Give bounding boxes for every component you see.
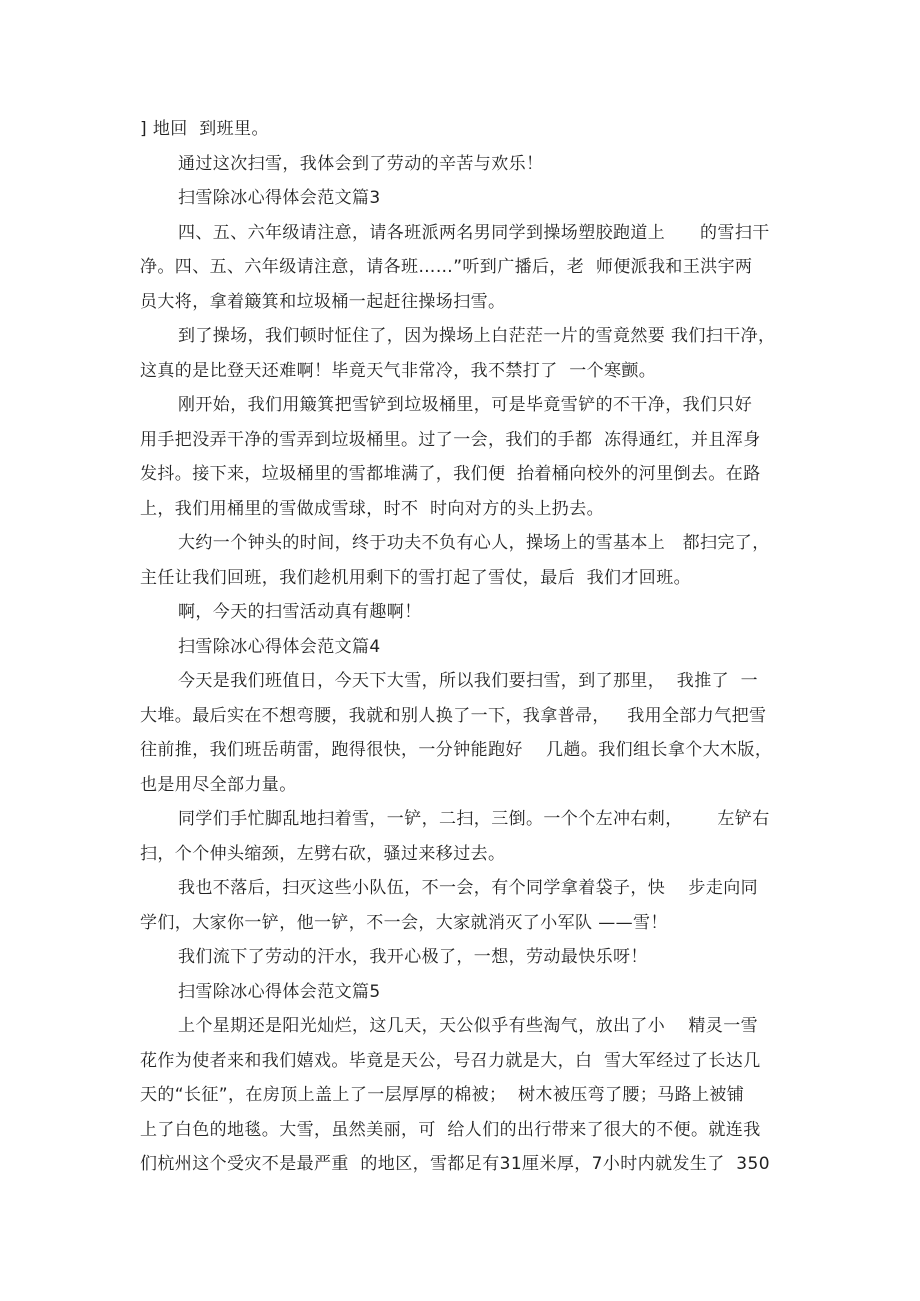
text-line: 扫雪除冰心得体会范文篇4 (178, 636, 381, 657)
text-line: 扫，个个伸头缩颈，左劈右砍，骚过来移过去。 (140, 843, 506, 864)
text-line: ] 地回 到班里。 (140, 119, 269, 139)
document-body (140, 112, 800, 1182)
text-line: 员大将，拿着簸箕和垃圾桶一起赶往操场扫雪。 (140, 291, 506, 312)
text-line: 扫雪除冰心得体会范文篇3 (178, 188, 381, 208)
text-line: 同学们手忙脚乱地扫着雪，一铲，二扫，三倒。一个个左冲右刺， 左铲右 (178, 809, 770, 829)
text-line: 主任让我们回班，我们趁机用剩下的雪打起了雪仗，最后 我们才回班。 (140, 567, 692, 588)
text-line: 四、五、六年级请注意，请各班派两名男同学到操场塑胶跑道上 的雪扫干 (178, 222, 770, 243)
text-line: 啊，今天的扫雪活动真有趣啊！ (178, 602, 422, 622)
text-line: 往前推，我们班岳萌雷，跑得很快，一分钟能跑好 几趟。我们组长拿个大木版， (140, 740, 773, 760)
text-line: 也是用尽全部力量。 (140, 774, 297, 795)
text-line: 刚开始，我们用簸箕把雪铲到垃圾桶里，可是毕竟雪铲的不干净，我们只好 (178, 395, 753, 415)
text-line: 大约一个钟头的时间，终于功夫不负有心人，操场上的雪基本上 都扫完了， (178, 533, 770, 553)
text-line: 花作为使者来和我们嬉戏。毕竟是天公，号召力就是大，白 雪大军经过了长达几 (140, 1050, 761, 1071)
text-line: 扫雪除冰心得体会范文篇5 (178, 981, 381, 1002)
text-line: 天的“长征”，在房顶上盖上了一层厚厚的棉被； 树木被压弯了腰；马路上被铺 (140, 1085, 745, 1105)
text-line: 净。四、五、六年级请注意，请各班……”听到广播后，老 师便派我和王洪宇两 (140, 257, 753, 277)
text-line: 大堆。最后实在不想弯腰，我就和别人换了一下，我拿普帚， 我用全部力气把雪 (140, 705, 767, 726)
text-line: 这真的是比登天还难啊！毕竟天气非常冷，我不禁打了 一个寒颤。 (140, 360, 657, 381)
text-line: 今天是我们班值日，今天下大雪，所以我们要扫雪，到了那里， 我推了 一 (178, 671, 759, 691)
text-line: 们杭州这个受灾不是最严重 的地区，雪都足有31厘米厚，7小时内就发生了 350 (140, 1154, 770, 1174)
text-line: 到了操场，我们顿时怔住了，因为操场上白茫茫一片的雪竟然要 我们扫干净， (178, 326, 776, 346)
text-line: 学们，大家你一铲，他一铲，不一会，大家就消灭了小军队 ——雪！ (140, 912, 668, 933)
text-line: 通过这次扫雪，我体会到了劳动的辛苦与欢乐！ (178, 153, 544, 174)
text-line: 用手把没弄干净的雪弄到垃圾桶里。过了一会，我们的手都 冻得通红，并且浑身 (140, 429, 761, 450)
text-line: 我们流下了劳动的汗水，我开心极了，一想，劳动最快乐呀！ (178, 947, 648, 967)
text-line: 上个星期还是阳光灿烂，这几天，天公似乎有些淘气，放出了小 精灵一雪 (178, 1016, 759, 1036)
text-line: 我也不落后，扫灭这些小队伍，不一会，有个同学拿着袋子，快 步走向同 (178, 878, 759, 898)
text-line: 发抖。接下来，垃圾桶里的雪都堆满了，我们便 抬着桶向校外的河里倒去。在路 (140, 464, 761, 484)
text-line: 上，我们用桶里的雪做成雪球，时不 时向对方的头上扔去。 (140, 498, 605, 519)
text-line: 上了白色的地毯。大雪，虽然美丽，可 给人们的出行带来了很大的不便。就连我 (140, 1119, 761, 1140)
